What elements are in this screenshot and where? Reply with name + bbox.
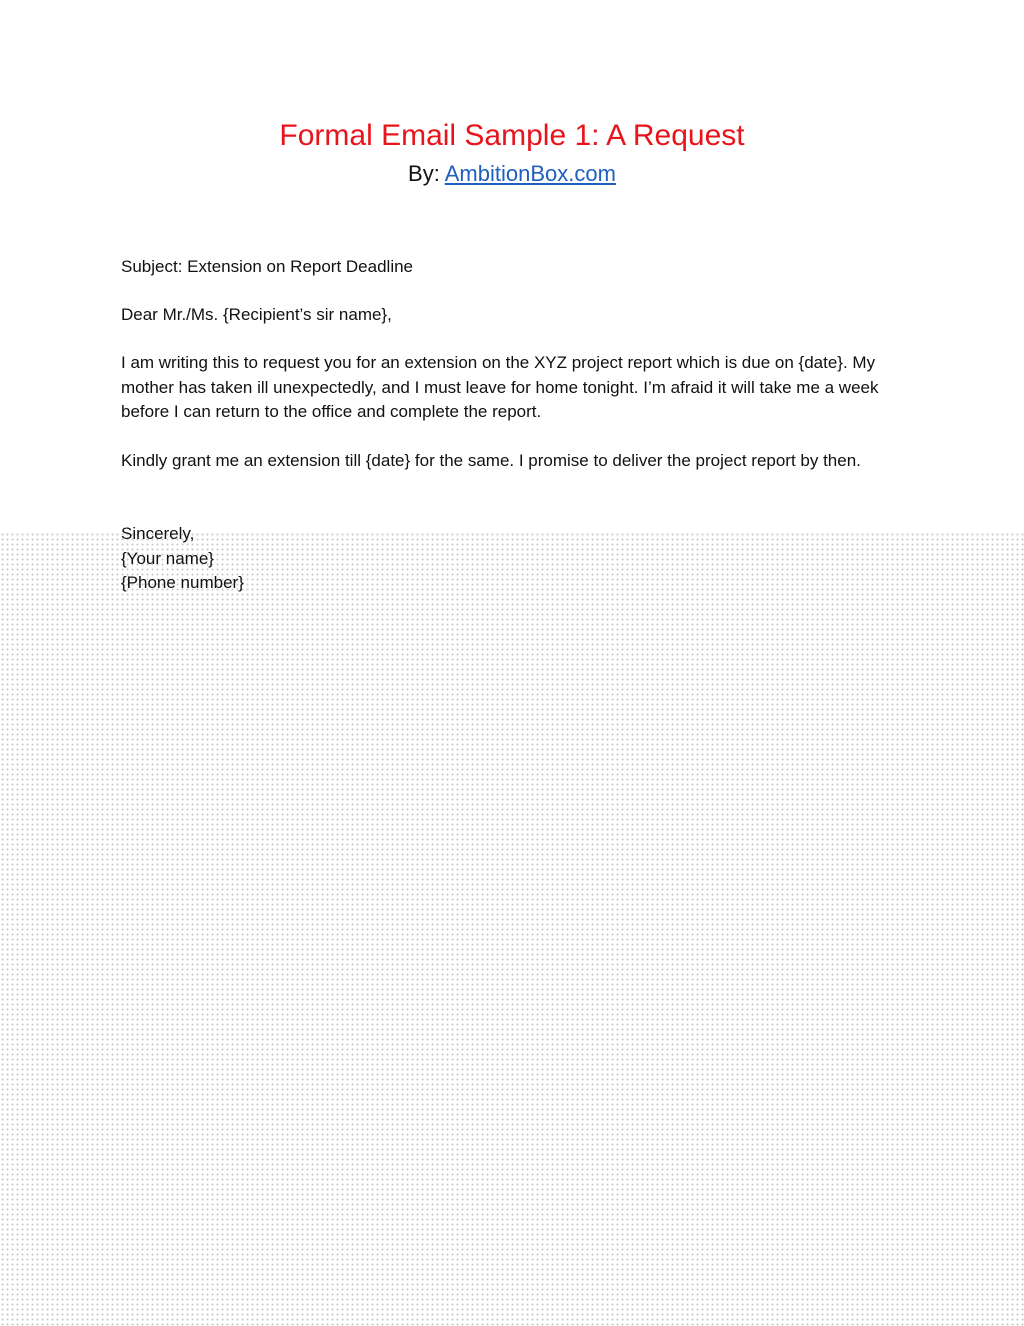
closing-line: Sincerely, (121, 524, 195, 543)
email-greeting: Dear Mr./Ms. {Recipient’s sir name}, (121, 305, 392, 324)
signature-name: {Your name} (121, 548, 214, 568)
email-signature (121, 522, 911, 596)
document-title: Formal Email Sample 1: A Request (279, 119, 745, 152)
byline-label: By: (408, 161, 440, 186)
email-subject: Subject: Extension on Report Deadline (121, 257, 414, 276)
signature-phone: {Phone number} (121, 573, 244, 592)
byline (0, 160, 1024, 188)
source-link[interactable]: AmbitionBox.com (444, 161, 616, 186)
email-paragraph-closing-request: Kindly grant me an extension till {date} for the same. I promise to deliver the project report by then. (121, 451, 861, 470)
email-paragraph-request: I am writing this to request you for an extension on the XYZ project report which is due on {date}. My mother has taken ill unexpectedly, and I must leave for home tonight. I’m afraid it will take me a week before I can return to the office and complete the report. (121, 353, 879, 421)
